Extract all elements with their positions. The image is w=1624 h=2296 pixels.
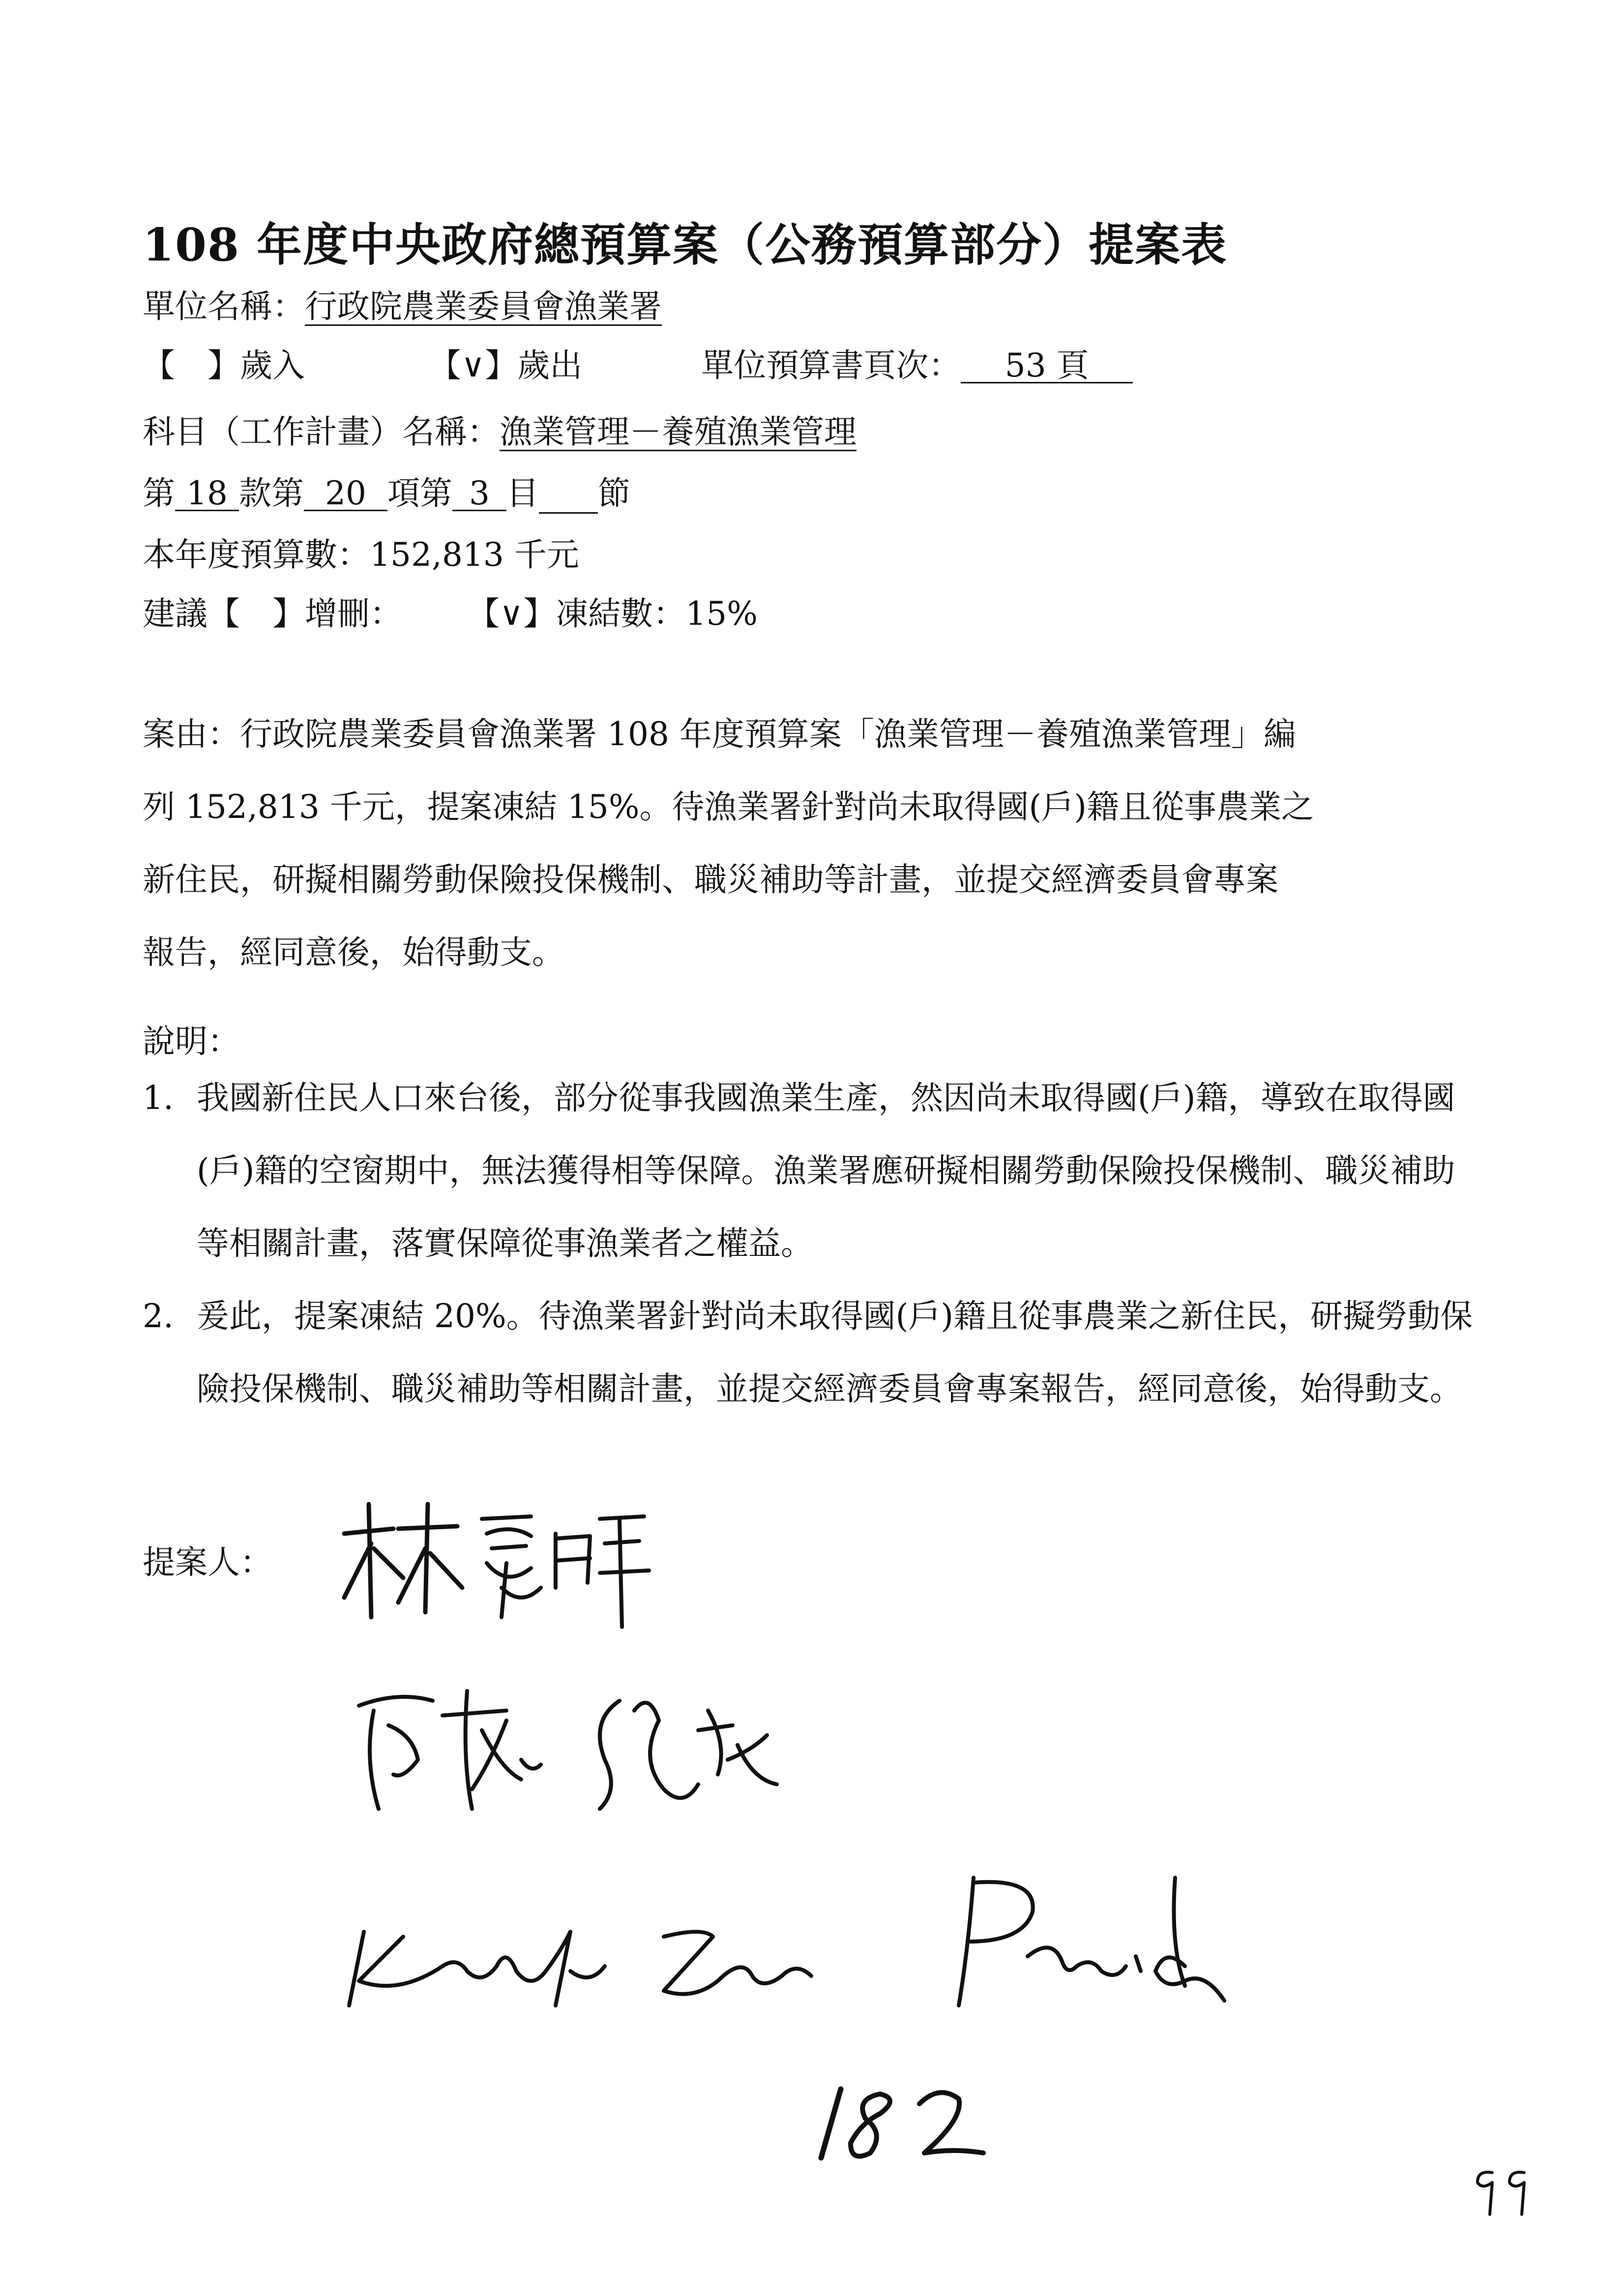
suggestion-prefix: 建議 bbox=[143, 595, 207, 633]
case-reason-line: 新住民，研擬相關勞動保險投保機制、職災補助等計畫，並提交經濟委員會專案 bbox=[143, 861, 1278, 899]
kuan-value: 18 bbox=[175, 477, 239, 511]
unit-name-label: 單位名稱： bbox=[143, 288, 305, 325]
xiang-value: 20 bbox=[304, 477, 387, 511]
expense-checkbox: 【∨】 bbox=[428, 347, 518, 384]
income-label: 歲入 bbox=[240, 347, 305, 384]
xiang-label: 項第 bbox=[387, 474, 452, 512]
corner-page-number bbox=[1470, 2160, 1539, 2219]
freeze-checkbox: 【∨】 bbox=[467, 595, 556, 633]
case-reason-line: 列 152,813 千元，提案凍結 15%。待漁業署針對尚未取得國(戶)籍且從事農業之 bbox=[143, 788, 1314, 826]
unit-name-row bbox=[143, 280, 662, 327]
signature-1 bbox=[325, 1489, 659, 1637]
subject-label: 科目（工作計畫）名稱： bbox=[143, 413, 500, 451]
unit-name-value: 行政院農業委員會漁業署 bbox=[305, 288, 662, 325]
document-title: 108 年度中央政府總預算案（公務預算部分）提案表 bbox=[143, 218, 1228, 271]
explanation-list bbox=[143, 1062, 1480, 1425]
mu-value: 3 bbox=[452, 477, 506, 511]
budget-type-row bbox=[143, 339, 1133, 386]
explanation-item bbox=[143, 1062, 1480, 1280]
explanation-item-text: 爰此，提案凍結 20%。待漁業署針對尚未取得國(戶)籍且從事農業之新住民，研擬勞動保險投保機制、職災補助等相關計畫，並提交經濟委員會專案報告，經同意後，始得動支。 bbox=[197, 1297, 1473, 1408]
explanation-item-number: 1. bbox=[143, 1079, 174, 1117]
subject-value: 漁業管理－養殖漁業管理 bbox=[500, 413, 856, 451]
section-row bbox=[143, 467, 630, 514]
add-delete-label: 增刪： bbox=[305, 595, 402, 633]
page-ref-label: 單位預算書頁次： bbox=[701, 347, 961, 384]
case-reason-line: 案由：行政院農業委員會漁業署 108 年度預算案「漁業管理－養殖漁業管理」編 bbox=[143, 715, 1296, 753]
section-prefix: 第 bbox=[143, 474, 175, 512]
subject-row bbox=[143, 406, 856, 452]
explanation-heading: 說明： bbox=[143, 1022, 240, 1060]
kuan-label: 款第 bbox=[239, 474, 304, 512]
case-reason-line: 報告，經同意後，始得動支。 bbox=[143, 933, 564, 971]
mu-label: 目 bbox=[506, 474, 539, 512]
suggestion-row bbox=[143, 587, 758, 634]
jie-label: 節 bbox=[598, 474, 630, 512]
expense-label: 歲出 bbox=[517, 347, 583, 384]
signature-3 bbox=[339, 1858, 1273, 2015]
explanation-item bbox=[143, 1280, 1480, 1425]
page-ref-value: 53 頁 bbox=[961, 349, 1133, 383]
signature-2 bbox=[344, 1661, 787, 1838]
handwritten-page-number bbox=[806, 2079, 993, 2163]
income-checkbox: 【 】 bbox=[143, 347, 240, 384]
budget-amount: 本年度預算數：152,813 千元 bbox=[143, 536, 579, 574]
explanation-item-text: 我國新住民人口來台後，部分從事我國漁業生產，然因尚未取得國(戶)籍，導致在取得國(戶)籍的空窗期中，無法獲得相等保障。漁業署應研擬相關勞動保險投保機制、職災補助等相關計畫，落實保障從事漁業者之權益。 bbox=[197, 1079, 1455, 1262]
case-reason bbox=[143, 698, 1470, 989]
jie-value bbox=[539, 484, 598, 514]
add-delete-checkbox: 【 】 bbox=[207, 595, 305, 633]
explanation-item-number: 2. bbox=[143, 1297, 174, 1335]
freeze-label: 凍結數：15% bbox=[556, 595, 758, 633]
proposer-label: 提案人： bbox=[143, 1543, 272, 1581]
